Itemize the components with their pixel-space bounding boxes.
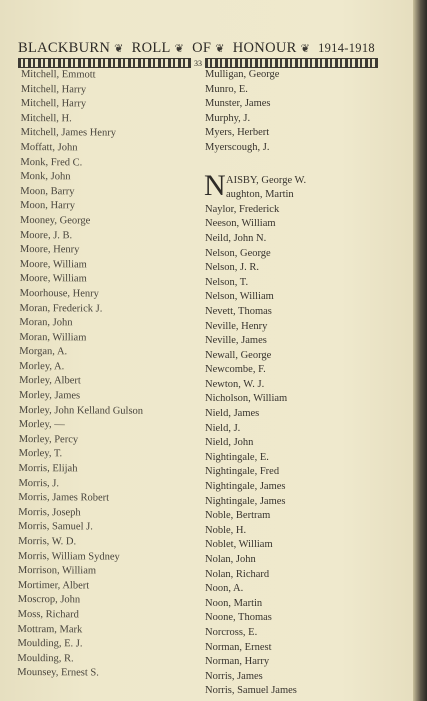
name-entry: Mooney, George [20, 214, 91, 227]
name-entry: Noblet, William [205, 539, 273, 551]
name-entry: Moore, William [19, 273, 87, 285]
name-entry: Nightingale, E. [205, 451, 269, 463]
name-entry: Monk, Fred C. [20, 156, 83, 168]
page-header [18, 40, 380, 57]
name-entry: Moffatt, John [20, 141, 78, 154]
name-entry: Norris, Samuel James [205, 685, 297, 697]
name-entry: Mounsey, Ernest S. [17, 667, 99, 679]
name-entry: Nield, J. [205, 422, 241, 434]
name-entry: Myers, Herbert [205, 127, 270, 139]
header-years: 1914-1918 [318, 41, 375, 55]
dropcap-line-2: aughton, Martin [226, 189, 294, 201]
name-entry: Nolan, John [205, 554, 256, 565]
name-entry: Norris, James [205, 670, 263, 682]
name-entry: Mitchell, H. [20, 112, 72, 125]
name-entry: Morley, James [18, 390, 81, 402]
page-number: 33 [194, 58, 202, 68]
fleuron-icon: ❦ [215, 43, 225, 55]
name-entry: Morris, J. [18, 477, 60, 489]
header-word-roll: ROLL [131, 40, 171, 56]
section-gap [205, 156, 405, 174]
name-entry: Moss, Richard [17, 608, 79, 621]
name-entry: Newall, George [205, 349, 272, 361]
name-entry: Moulding, E. J. [17, 638, 83, 650]
name-entry: Nicholson, William [205, 393, 288, 405]
name-entry: Morgan, A. [19, 346, 68, 358]
name-entry: Noon, A. [205, 583, 244, 595]
name-entry: Mitchell, Harry [20, 83, 87, 95]
name-entry: Norcross, E. [205, 626, 258, 638]
name-entry: Morris, William Sydney [17, 550, 120, 563]
name-entry: Morris, Joseph [18, 506, 81, 519]
name-entry: Moscrop, John [17, 594, 81, 606]
name-entry: Morris, W. D. [18, 535, 77, 548]
name-entry: Moon, Harry [20, 200, 76, 212]
name-entry: Nevett, Thomas [205, 305, 272, 317]
name-entry: Morley, John Kelland Gulson [18, 404, 144, 417]
header-word-of: OF [192, 40, 212, 56]
name-entry: Nield, James [205, 408, 260, 420]
name-entry: Moon, Barry [20, 185, 75, 198]
name-entry: Moore, Henry [19, 244, 80, 256]
name-entry: Nelson, George [205, 247, 271, 259]
dropcap-letter: N [204, 168, 226, 202]
page-edge-shadow [413, 0, 427, 701]
ornament-band-left [18, 58, 191, 68]
name-entry: Monk, John [20, 171, 71, 183]
name-entry [205, 188, 405, 203]
name-entry: Murphy, J. [205, 112, 251, 124]
name-entry: Norman, Ernest [205, 641, 272, 653]
name-entry: Mitchell, Harry [20, 98, 87, 110]
fleuron-icon: ❦ [174, 43, 185, 55]
name-entry: Moulding, R. [17, 652, 74, 665]
name-column-left [17, 68, 206, 682]
ornament-band-right [205, 58, 378, 68]
name-entry: Nolan, Richard [205, 568, 270, 580]
name-entry: Moorhouse, Henry [19, 287, 99, 300]
name-entry: Nield, John [205, 437, 254, 449]
name-entry: Munster, James [205, 98, 271, 110]
name-entry: Munro, E. [205, 83, 248, 95]
name-entry: Morley, T. [18, 448, 63, 460]
name-entry: Mottram, Mark [17, 623, 83, 635]
name-entry: Moran, Frederick J. [19, 302, 103, 315]
header-word-blackburn: BLACKBURN [18, 40, 111, 56]
decorative-rule [18, 58, 378, 68]
name-entry: Nelson, J. R. [205, 262, 259, 274]
name-entry: Noon, Martin [205, 597, 263, 609]
name-entry: Naylor, Frederick [205, 203, 280, 215]
name-entry: Morrison, William [17, 565, 97, 577]
name-entry: Morley, A. [19, 360, 65, 373]
name-column-right [205, 68, 405, 699]
name-entry: Norman, Harry [205, 656, 270, 668]
name-entry: Morley, Albert [19, 375, 81, 387]
name-entry: Morris, Samuel J. [18, 521, 93, 533]
name-entry: Myerscough, J. [205, 141, 270, 153]
name-entry: Newton, W. J. [205, 378, 265, 390]
name-entry: Morris, James Robert [18, 492, 110, 504]
name-entry: Neville, James [205, 335, 267, 347]
name-entry: Moore, William [19, 258, 87, 271]
name-entry: Noble, H. [205, 524, 247, 536]
name-entry: Morley, Percy [18, 433, 79, 446]
name-entry: Newcombe, F. [205, 364, 266, 376]
name-entry: Moran, John [19, 317, 73, 329]
name-entry: Noble, Bertram [205, 510, 271, 522]
name-entry: Moran, William [19, 331, 87, 344]
header-word-honour: HONOUR [232, 40, 297, 56]
name-entry: Morley, — [18, 419, 65, 431]
fleuron-icon: ❦ [300, 43, 311, 55]
name-entry: Nightingale, James [205, 481, 286, 493]
name-entry: Moore, J. B. [19, 229, 73, 241]
name-entry: Nelson, T. [205, 276, 249, 288]
dropcap-line-1: AISBY, George W. [226, 174, 307, 186]
name-entry: Neville, Henry [205, 320, 268, 332]
fleuron-icon: ❦ [114, 43, 124, 55]
name-entry: Mitchell, James Henry [20, 127, 116, 139]
name-entry: Mortimer, Albert [17, 579, 90, 592]
name-entry: Nightingale, Fred [205, 466, 280, 478]
name-entry: Neild, John N. [205, 232, 267, 244]
name-entry: Neeson, William [205, 218, 276, 230]
name-entry: Nightingale, James [205, 495, 286, 507]
name-entry: Morris, Elijah [18, 463, 78, 475]
name-entry: Noone, Thomas [205, 612, 272, 624]
name-entry: Mulligan, George [205, 69, 280, 80]
name-entry: Mitchell, Emmott [20, 68, 96, 81]
name-entry: Nelson, William [205, 291, 274, 303]
